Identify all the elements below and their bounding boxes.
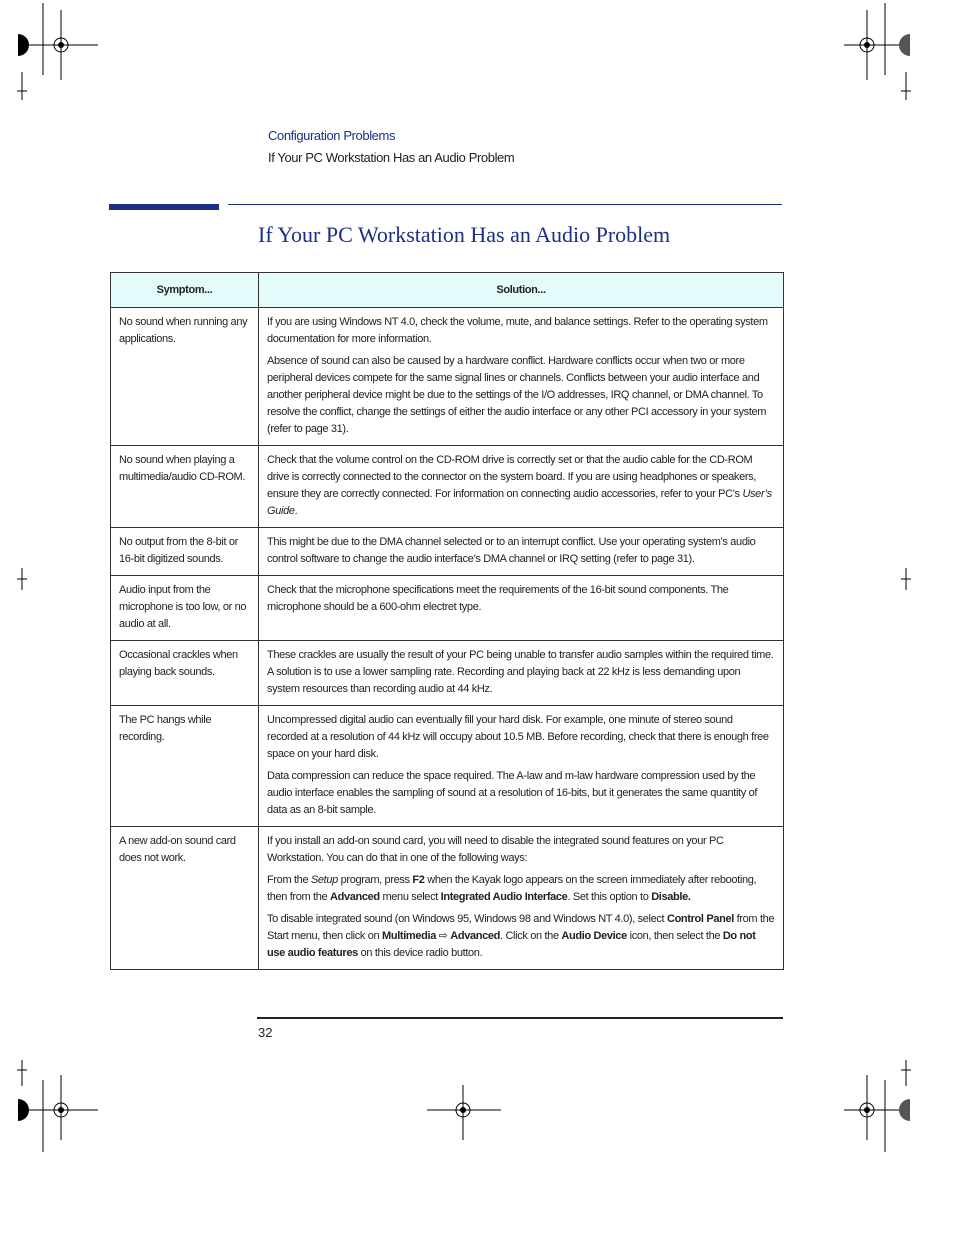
advanced-label: Advanced [450,930,501,942]
solution-text: icon, then select the [626,930,723,942]
solution-text: menu select [379,891,441,903]
solution-paragraph: These crackles are usually the result of your PC being unable to transfer audio samples within the required time. A solution is to use a lower sampling rate. Recording and playing back at 22 kHz is less demanding upon system resources than recording audio at 44 kHz. [267,649,774,695]
page-title: If Your PC Workstation Has an Audio Problem [258,222,671,247]
column-header-symptom: Symptom... [111,273,259,308]
table-row [111,641,784,706]
footer-rule [257,1017,783,1019]
table-row [111,576,784,641]
page-number: 32 [258,1025,273,1040]
table-row [111,827,784,970]
symptom-cell: The PC hangs while recording. [111,706,259,827]
solution-paragraph: Check that the microphone specifications meet the requirements of the 16-bit sound components. The microphone should be a 600-ohm electret type. [267,584,729,613]
symptom-cell: No sound when playing a multimedia/audio CD-ROM. [111,446,259,528]
table-header-row [111,273,784,308]
title-rule [228,204,782,205]
solution-cell [259,528,784,576]
registration-mark-top-right [844,0,954,110]
setup-program-name: Setup [310,874,338,886]
registration-mark-mid-right [896,568,916,590]
title-accent-bar [109,204,219,210]
control-panel-label: Control Panel [666,913,734,925]
solution-text: program, press [337,874,413,886]
solution-paragraph [267,872,775,906]
solution-paragraph: This might be due to the DMA channel selected or to an interrupt conflict. Use your operating system’s audio control software to change the audio interface’s DMA channel or IRQ setting (refer to page 31). [267,536,756,565]
symptom-cell: A new add-on sound card does not work. [111,827,259,970]
solution-text: From the [267,874,311,886]
arrow-right-icon: ⇨ [435,930,451,942]
solution-text: Check that the volume control on the CD-ROM drive is correctly set or that the audio cable for the CD-ROM drive is correctly connected to the connector on the system board. If you are using headphones or speakers, ensure they are correctly connected. For information on connecting audio accessories, refer to your PC’s [267,454,757,500]
solution-text: . Click on the [500,930,562,942]
solution-paragraph: Uncompressed digital audio can eventually fill your hard disk. For example, one minute of stereo sound recorded at a resolution of 44 kHz will occupy about 10.5 MB. Before recording, check that there is enough free space on your hard disk. [267,714,769,760]
solution-paragraph: If you install an add-on sound card, you will need to disable the integrated sound features on your PC Workstation. You can do that in one of the following ways: [267,835,724,864]
registration-mark-top-left [0,0,110,110]
solution-cell [259,827,784,970]
do-not-use-audio-features-label: Do not use audio features [267,930,756,959]
solution-cell [259,641,784,706]
multimedia-label: Multimedia [382,930,436,942]
column-header-solution: Solution... [259,273,784,308]
solution-cell [259,446,784,528]
option-integrated-audio-interface: Integrated Audio Interface [440,891,568,903]
solution-text: when the Kayak logo appears on the screen immediately after rebooting, then from the [267,874,757,903]
value-disable: Disable. [651,891,691,903]
solution-text: . [294,505,298,517]
table-row [111,528,784,576]
solution-cell [259,706,784,827]
symptom-cell: No sound when running any applications. [111,308,259,446]
solution-cell [259,576,784,641]
symptom-cell: No output from the 8-bit or 16-bit digitized sounds. [111,528,259,576]
solution-text: . Set this option to [567,891,652,903]
symptom-cell: Audio input from the microphone is too low, or no audio at all. [111,576,259,641]
solution-text: To disable integrated sound (on Windows 95, Windows 98 and Windows NT 4.0), select [267,913,667,925]
table-row [111,446,784,528]
running-header-subsection: If Your PC Workstation Has an Audio Problem [268,150,515,165]
key-f2: F2 [412,874,425,886]
solution-paragraph: Absence of sound can also be caused by a hardware conflict. Hardware conflicts occur when two or more peripheral devices compete for the same signal lines or channels. Conflicts between your audio interface and another peripheral device might be due to the settings of the I/O addresses, IRQ channel, or DMA channel. To resolve the conflict, change the settings of either the audio interface or any other PCI accessory in your system (refer to page 31). [267,355,767,435]
troubleshooting-table [110,272,784,970]
registration-mark-bottom-left [0,1050,110,1160]
registration-mark-bottom-center [425,1085,505,1145]
solution-paragraph [267,452,775,520]
menu-advanced: Advanced [329,891,380,903]
solution-text: from the Start menu, then click on [267,913,775,942]
symptom-cell: Occasional crackles when playing back sounds. [111,641,259,706]
solution-paragraph [267,911,775,962]
registration-mark-bottom-right [844,1050,954,1160]
solution-cell [259,308,784,446]
audio-device-label: Audio Device [561,930,627,942]
solution-paragraph: Data compression can reduce the space required. The A-law and m-law hardware compression used by the audio interface enables the sampling of sound at a resolution of 16-bits, but it generates the same quantity of data as an 8-bit sample. [267,770,758,816]
table-row [111,308,784,446]
users-guide-reference: User’s Guide [267,488,772,517]
running-header-section: Configuration Problems [268,128,396,143]
solution-text: on this device radio button. [357,947,483,959]
solution-paragraph: If you are using Windows NT 4.0, check the volume, mute, and balance settings. Refer to the operating system documentation for more information. [267,316,768,345]
table-row [111,706,784,827]
registration-mark-mid-left [12,568,32,590]
